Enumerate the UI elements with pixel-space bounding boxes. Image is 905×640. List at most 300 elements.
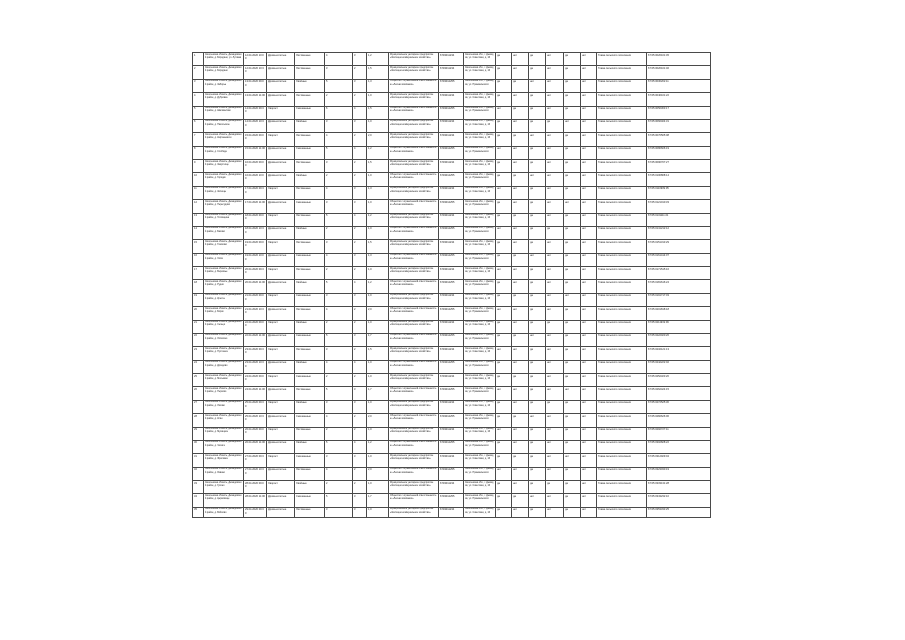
table-cell-c6: нет: [581, 333, 597, 346]
table-row: [193, 160, 711, 173]
table-row: [193, 333, 711, 346]
table-cell-v3: 1,0: [367, 200, 389, 213]
table-cell-kind: Дрова-колотые: [267, 119, 295, 132]
table-cell-org: Общество с ограниченной ответственностью «Лесная компания»: [389, 414, 439, 427]
table-cell-c1: да: [496, 400, 512, 413]
table-cell-c1: да: [496, 213, 512, 226]
table-cell-c2: да: [512, 253, 529, 266]
table-cell-c5: да: [564, 240, 581, 253]
table-cell-v3: 1,3: [367, 79, 389, 92]
table-cell-v3: 1,2: [367, 440, 389, 453]
table-cell-date: 14.04.2020 10:30: [244, 119, 267, 132]
table-cell-c4: нет: [546, 240, 564, 253]
table-cell-no: 26: [193, 387, 204, 400]
table-cell-v2: 4: [353, 213, 367, 226]
table-cell-c5: да: [564, 360, 581, 373]
table-cell-c4: нет: [546, 106, 564, 119]
table-cell-v1: 4: [325, 53, 353, 66]
table-cell-c1: да: [496, 253, 512, 266]
table-cell-c1: да: [496, 320, 512, 333]
table-cell-org: Муниципальное унитарное предприятие «Жилищно-коммунальное хозяйство»: [389, 66, 439, 79]
table-cell-c2: нет: [512, 467, 529, 480]
table-cell-addr: Смоленская область, Демидовский район, д. Слобода: [204, 146, 244, 159]
table-cell-resp: Глава сельского поселения: [597, 427, 647, 440]
table-cell-c3: да: [529, 400, 546, 413]
table-cell-no: 22: [193, 333, 204, 346]
table-cell-num: 67:05:0100808:14: [647, 173, 711, 186]
table-cell-c5: да: [564, 146, 581, 159]
table-cell-num: 67:05:0030202:11: [647, 79, 711, 92]
table-cell-num: 67:05:0292727:11: [647, 427, 711, 440]
table-cell-inn: 6703012255: [439, 173, 464, 186]
table-cell-inn: 6703012255: [439, 253, 464, 266]
table-cell-c1: да: [496, 240, 512, 253]
table-cell-kind: Хворост: [267, 347, 295, 360]
table-cell-c4: нет: [546, 79, 564, 92]
table-cell-kind: Дрова-колотые: [267, 226, 295, 239]
table-cell-c6: нет: [581, 454, 597, 467]
table-cell-inn: 6703011234: [439, 347, 464, 360]
table-cell-inn: 6703012255: [439, 360, 464, 373]
table-cell-v2: 4: [353, 440, 367, 453]
table-cell-date: 23.04.2020 09:30: [244, 347, 267, 360]
table-cell-c2: нет: [512, 226, 529, 239]
table-cell-addr: Смоленская область, Демидовский район, д. Войлово: [204, 507, 244, 517]
table-cell-v2: 2: [353, 347, 367, 360]
table-cell-num: 67:05:0110909:05: [647, 186, 711, 199]
table-cell-addr: Смоленская область, Демидовский район, д. Дроздово: [204, 360, 244, 373]
table-cell-v3: 1,7: [367, 333, 389, 346]
table-cell-resp: Глава сельского поселения: [597, 66, 647, 79]
table-cell-org: Общество с ограниченной ответственностью «Лесная компания»: [389, 106, 439, 119]
table-cell-c6: нет: [581, 66, 597, 79]
table-cell-org: Общество с ограниченной ответственностью «Лесная компания»: [389, 440, 439, 453]
table-cell-no: 19: [193, 293, 204, 306]
table-cell-addr: Смоленская область, Демидовский район, д. Городок: [204, 173, 244, 186]
table-row: [193, 173, 711, 186]
table-cell-c5: да: [564, 400, 581, 413]
table-cell-c2: нет: [512, 307, 529, 320]
table-cell-no: 29: [193, 427, 204, 440]
table-row: [193, 146, 711, 159]
table-cell-no: 27: [193, 400, 204, 413]
table-cell-org: Муниципальное унитарное предприятие «Жилищно-коммунальное хозяйство»: [389, 133, 439, 146]
table-cell-v2: 4: [353, 106, 367, 119]
table-row: [193, 93, 711, 106]
table-cell-inn: 6703011234: [439, 93, 464, 106]
table-cell-org: Общество с ограниченной ответственностью «Лесная компания»: [389, 280, 439, 293]
table-cell-addr: Смоленская область, Демидовский район, д. Гусино: [204, 481, 244, 494]
table-cell-v2: 3: [353, 293, 367, 306]
table-cell-kind: Хворост: [267, 427, 295, 440]
table-cell-resp: Глава сельского поселения: [597, 387, 647, 400]
table-row: [193, 440, 711, 453]
table-cell-v1: 2: [325, 374, 353, 387]
table-cell-c2: нет: [512, 400, 529, 413]
table-cell-place: Смоленская обл., г. Демидов, ул. Пржевальского: [464, 253, 496, 266]
table-cell-addr: Смоленская область, Демидовский район, д. Карташевичи: [204, 133, 244, 146]
table-cell-no: 11: [193, 186, 204, 199]
table-cell-v3: 2,0: [367, 307, 389, 320]
table-cell-resp: Глава сельского поселения: [597, 333, 647, 346]
table-cell-kind: Дрова-колотые: [267, 253, 295, 266]
table-cell-v3: 1,5: [367, 66, 389, 79]
table-cell-addr: Смоленская область, Демидовский район, д. Шаповалово: [204, 106, 244, 119]
table-cell-c2: да: [512, 494, 529, 507]
table-cell-place: Смоленская обл., г. Демидов, ул. Советская, д. 16: [464, 66, 496, 79]
table-cell-inn: 6703012255: [439, 467, 464, 480]
table-cell-c4: да: [546, 119, 564, 132]
table-cell-v3: 1,0: [367, 93, 389, 106]
table-cell-c2: да: [512, 414, 529, 427]
table-cell-c3: да: [529, 186, 546, 199]
table-cell-type: Хвойные: [295, 280, 325, 293]
table-cell-kind: Дрова-колотые: [267, 200, 295, 213]
table-cell-v1: 2: [325, 226, 353, 239]
table-cell-c3: да: [529, 467, 546, 480]
table-row: [193, 213, 711, 226]
table-cell-v3: 1,0: [367, 173, 389, 186]
table-cell-c6: нет: [581, 79, 597, 92]
table-cell-c3: да: [529, 240, 546, 253]
table-cell-c1: нет: [496, 427, 512, 440]
table-cell-c5: да: [564, 347, 581, 360]
table-cell-c5: да: [564, 79, 581, 92]
table-cell-v1: 4: [325, 307, 353, 320]
table-cell-c6: нет: [581, 467, 597, 480]
table-cell-c1: да: [496, 93, 512, 106]
table-cell-inn: 6703011234: [439, 507, 464, 517]
table-cell-c6: нет: [581, 173, 597, 186]
table-cell-addr: Смоленская область, Демидовский район, д. Мужицкое: [204, 427, 244, 440]
table-cell-resp: Глава сельского поселения: [597, 467, 647, 480]
table-cell-c3: нет: [529, 79, 546, 92]
table-cell-v3: 1,3: [367, 253, 389, 266]
table-cell-addr: Смоленская область, Демидовский район, д. Холм: [204, 253, 244, 266]
table-cell-c2: да: [512, 333, 529, 346]
table-row: [193, 66, 711, 79]
table-cell-kind: Дрова-колотые: [267, 440, 295, 453]
table-cell-type: Лиственные: [295, 93, 325, 106]
table-cell-resp: Глава сельского поселения: [597, 400, 647, 413]
table-cell-date: 19.04.2020 10:00: [244, 253, 267, 266]
table-cell-place: Смоленская обл., г. Демидов, ул. Пржевальского: [464, 307, 496, 320]
table-cell-type: Лиственные: [295, 427, 325, 440]
table-cell-c4: нет: [546, 454, 564, 467]
table-row: [193, 53, 711, 66]
table-cell-c1: нет: [496, 106, 512, 119]
table-cell-c3: да: [529, 160, 546, 173]
table-cell-c4: нет: [546, 414, 564, 427]
table-cell-v1: 5: [325, 387, 353, 400]
table-cell-org: Общество с ограниченной ответственностью «Лесная компания»: [389, 494, 439, 507]
table-cell-inn: 6703012255: [439, 494, 464, 507]
table-cell-c1: да: [496, 173, 512, 186]
table-cell-v2: 3: [353, 200, 367, 213]
table-cell-c6: нет: [581, 293, 597, 306]
table-cell-resp: Глава сельского поселения: [597, 507, 647, 517]
table-cell-v1: 2: [325, 320, 353, 333]
table-cell-no: 6: [193, 119, 204, 132]
table-cell-c6: нет: [581, 280, 597, 293]
table-cell-resp: Глава сельского поселения: [597, 293, 647, 306]
table-cell-c1: да: [496, 507, 512, 517]
table-cell-c4: нет: [546, 146, 564, 159]
table-cell-type: Смешанные: [295, 293, 325, 306]
table-cell-c6: нет: [581, 93, 597, 106]
table-cell-addr: Смоленская область, Демидовский район, д. Ляхово: [204, 400, 244, 413]
table-cell-place: Смоленская обл., г. Демидов, ул. Советская, д. 16: [464, 347, 496, 360]
table-cell-type: Лиственные: [295, 186, 325, 199]
table-cell-v1: 4: [325, 253, 353, 266]
table-cell-v1: 5: [325, 333, 353, 346]
table-cell-c4: нет: [546, 333, 564, 346]
table-cell-c5: да: [564, 253, 581, 266]
table-cell-date: 15.04.2020 09:00: [244, 133, 267, 146]
table-cell-c4: нет: [546, 387, 564, 400]
table-cell-date: 18.04.2020 10:30: [244, 226, 267, 239]
table-cell-c5: да: [564, 267, 581, 280]
table-cell-place: Смоленская обл., г. Демидов, ул. Пржевальского: [464, 79, 496, 92]
table-cell-addr: Смоленская область, Демидовский район, д. Язвино: [204, 467, 244, 480]
table-cell-v1: 3: [325, 507, 353, 517]
table-cell-org: Общество с ограниченной ответственностью «Лесная компания»: [389, 333, 439, 346]
table-cell-kind: Дрова-колотые: [267, 146, 295, 159]
table-cell-c1: да: [496, 454, 512, 467]
table-cell-date: 17.04.2020 11:00: [244, 200, 267, 213]
table-cell-kind: Дрова-колотые: [267, 360, 295, 373]
table-cell-v3: 1,0: [367, 454, 389, 467]
table-cell-no: 33: [193, 481, 204, 494]
table-row: [193, 467, 711, 480]
table-cell-org: Муниципальное унитарное предприятие «Жилищно-коммунальное хозяйство»: [389, 93, 439, 106]
table-cell-v3: 1,5: [367, 347, 389, 360]
table-cell-num: 67:05:0171515:16: [647, 267, 711, 280]
table-cell-inn: 6703012255: [439, 387, 464, 400]
table-cell-org: Муниципальное унитарное предприятие «Жилищно-коммунальное хозяйство»: [389, 481, 439, 494]
table-cell-c2: да: [512, 374, 529, 387]
table-row: [193, 133, 711, 146]
table-cell-kind: Хворост: [267, 106, 295, 119]
table-cell-resp: Глава сельского поселения: [597, 440, 647, 453]
table-cell-type: Лиственные: [295, 160, 325, 173]
table-cell-type: Смешанные: [295, 454, 325, 467]
table-cell-v2: 2: [353, 467, 367, 480]
table-cell-addr: Смоленская область, Демидовский район, д. Титовщина: [204, 213, 244, 226]
table-cell-type: Хвойные: [295, 79, 325, 92]
table-cell-type: Хвойные: [295, 481, 325, 494]
table-cell-c2: да: [512, 173, 529, 186]
table-cell-c5: да: [564, 467, 581, 480]
table-cell-c4: нет: [546, 186, 564, 199]
table-row: [193, 320, 711, 333]
table-cell-c3: нет: [529, 133, 546, 146]
table-cell-resp: Глава сельского поселения: [597, 186, 647, 199]
table-cell-c6: нет: [581, 226, 597, 239]
table-cell-c5: да: [564, 93, 581, 106]
table-cell-inn: 6703012255: [439, 440, 464, 453]
table-cell-inn: 6703011234: [439, 400, 464, 413]
table-cell-date: 14.04.2020 09:30: [244, 106, 267, 119]
table-cell-v3: 1,0: [367, 374, 389, 387]
table-cell-c1: да: [496, 481, 512, 494]
table-cell-v1: 2: [325, 427, 353, 440]
table-cell-place: Смоленская обл., г. Демидов, ул. Пржевальского: [464, 467, 496, 480]
table-cell-c6: нет: [581, 374, 597, 387]
table-cell-c2: да: [512, 454, 529, 467]
table-cell-c1: нет: [496, 467, 512, 480]
table-cell-c4: нет: [546, 360, 564, 373]
table-cell-c2: нет: [512, 66, 529, 79]
table-cell-v1: 3: [325, 293, 353, 306]
table-cell-v2: 3: [353, 400, 367, 413]
table-row: [193, 106, 711, 119]
table-cell-c1: нет: [496, 307, 512, 320]
table-cell-addr: Смоленская область, Демидовский район, д. Клин: [204, 414, 244, 427]
table-cell-org: Общество с ограниченной ответственностью «Лесная компания»: [389, 173, 439, 186]
table-cell-c4: нет: [546, 53, 564, 66]
table-cell-c3: да: [529, 93, 546, 106]
table-cell-v1: 3: [325, 160, 353, 173]
table-cell-kind: Хворост: [267, 240, 295, 253]
table-cell-v3: 1,2: [367, 280, 389, 293]
table-cell-v1: 3: [325, 454, 353, 467]
table-cell-c1: да: [496, 66, 512, 79]
table-row: [193, 79, 711, 92]
table-cell-v1: 5: [325, 213, 353, 226]
table-cell-v3: 1,0: [367, 507, 389, 517]
table-cell-org: Общество с ограниченной ответственностью «Лесная компания»: [389, 307, 439, 320]
table-cell-resp: Глава сельского поселения: [597, 267, 647, 280]
table-cell-c2: нет: [512, 267, 529, 280]
table-cell-num: 67:05:0040101:22: [647, 93, 711, 106]
table-cell-type: Лиственные: [295, 347, 325, 360]
table-cell-addr: Смоленская область, Демидовский район, д. Гласково: [204, 240, 244, 253]
table-cell-type: Хвойные: [295, 119, 325, 132]
table-cell-place: Смоленская обл., г. Демидов, ул. Пржевальского: [464, 360, 496, 373]
table-cell-c4: нет: [546, 293, 564, 306]
table-cell-v1: 3: [325, 119, 353, 132]
table-cell-v1: 4: [325, 414, 353, 427]
table-cell-type: Хвойные: [295, 320, 325, 333]
table-cell-num: 67:05:0050303:17: [647, 106, 711, 119]
table-cell-num: 67:05:0211919:09: [647, 320, 711, 333]
table-cell-c1: да: [496, 160, 512, 173]
table-cell-c6: нет: [581, 213, 597, 226]
table-cell-c3: да: [529, 53, 546, 66]
table-cell-c4: нет: [546, 133, 564, 146]
table-cell-no: 21: [193, 320, 204, 333]
table-cell-place: Смоленская обл., г. Демидов, ул. Пржевальского: [464, 146, 496, 159]
table-cell-date: 24.04.2020 09:00: [244, 374, 267, 387]
table-cell-c5: да: [564, 307, 581, 320]
table-cell-num: 67:05:0121010:33: [647, 200, 711, 213]
table-cell-c5: да: [564, 66, 581, 79]
table-cell-v2: 2: [353, 481, 367, 494]
table-cell-kind: Дрова-колотые: [267, 79, 295, 92]
table-cell-v2: 3: [353, 387, 367, 400]
table-cell-kind: Дрова-колотые: [267, 414, 295, 427]
table-cell-v3: 1,0: [367, 360, 389, 373]
table-cell-c5: да: [564, 226, 581, 239]
table-row: [193, 240, 711, 253]
table-cell-type: Лиственные: [295, 267, 325, 280]
table-cell-num: 67:05:0333131:28: [647, 481, 711, 494]
table-cell-place: Смоленская обл., г. Демидов, ул. Пржевальского: [464, 333, 496, 346]
table-cell-c4: нет: [546, 93, 564, 106]
table-cell-place: Смоленская обл., г. Демидов, ул. Советская, д. 16: [464, 320, 496, 333]
table-cell-v3: 1,0: [367, 267, 389, 280]
table-cell-kind: Хворост: [267, 267, 295, 280]
table-cell-c4: нет: [546, 213, 564, 226]
table-cell-no: 28: [193, 414, 204, 427]
table-cell-resp: Глава сельского поселения: [597, 494, 647, 507]
table-cell-c5: да: [564, 374, 581, 387]
table-cell-v2: 4: [353, 280, 367, 293]
table-cell-no: 3: [193, 79, 204, 92]
table-cell-resp: Глава сельского поселения: [597, 481, 647, 494]
table-cell-num: 67:05:0262424:15: [647, 387, 711, 400]
table-cell-kind: Дрова-колотые: [267, 387, 295, 400]
table-cell-place: Смоленская обл., г. Демидов, ул. Советская, д. 16: [464, 240, 496, 253]
table-cell-c5: да: [564, 507, 581, 517]
table-cell-org: Муниципальное унитарное предприятие «Жилищно-коммунальное хозяйство»: [389, 347, 439, 360]
table-cell-inn: 6703012255: [439, 106, 464, 119]
table-cell-c4: нет: [546, 307, 564, 320]
table-cell-v2: 4: [353, 146, 367, 159]
table-cell-addr: Смоленская область, Демидовский район, д. Борок: [204, 307, 244, 320]
table-cell-c5: да: [564, 427, 581, 440]
table-cell-date: 18.04.2020 09:00: [244, 213, 267, 226]
table-cell-c2: нет: [512, 93, 529, 106]
table-cell-v1: 6: [325, 106, 353, 119]
table-cell-kind: Хворост: [267, 213, 295, 226]
table-cell-v3: 1,0: [367, 226, 389, 239]
table-cell-c6: нет: [581, 253, 597, 266]
table-cell-place: Смоленская обл., г. Демидов, ул. Советская, д. 16: [464, 507, 496, 517]
table-cell-c3: да: [529, 200, 546, 213]
table-cell-v3: 1,2: [367, 146, 389, 159]
table-cell-no: 9: [193, 160, 204, 173]
table-row: [193, 280, 711, 293]
table-cell-kind: Хворост: [267, 186, 295, 199]
table-cell-v1: 5: [325, 146, 353, 159]
table-cell-c5: нет: [564, 387, 581, 400]
table-cell-c5: нет: [564, 200, 581, 213]
table-cell-c2: нет: [512, 119, 529, 132]
table-cell-org: Муниципальное унитарное предприятие «Жилищно-коммунальное хозяйство»: [389, 507, 439, 517]
table-cell-type: Лиственные: [295, 307, 325, 320]
table-cell-c4: нет: [546, 280, 564, 293]
table-cell-inn: 6703012255: [439, 146, 464, 159]
table-cell-v2: 2: [353, 133, 367, 146]
table-cell-c5: да: [564, 481, 581, 494]
table-cell-num: 67:05:0252323:20: [647, 374, 711, 387]
table-row: [193, 119, 711, 132]
table-cell-c2: нет: [512, 427, 529, 440]
table-cell-c3: да: [529, 119, 546, 132]
table-cell-inn: 6703012255: [439, 280, 464, 293]
table-cell-addr: Смоленская область, Демидовский район, д. Бородино, ул. Луговая: [204, 53, 244, 66]
table-cell-no: 1: [193, 53, 204, 66]
table-cell-date: 16.04.2020 10:00: [244, 173, 267, 186]
table-cell-no: 20: [193, 307, 204, 320]
table-cell-c2: нет: [512, 481, 529, 494]
table-cell-inn: 6703011234: [439, 320, 464, 333]
table-cell-resp: Глава сельского поселения: [597, 146, 647, 159]
table-cell-c2: да: [512, 106, 529, 119]
table-cell-c5: нет: [564, 119, 581, 132]
